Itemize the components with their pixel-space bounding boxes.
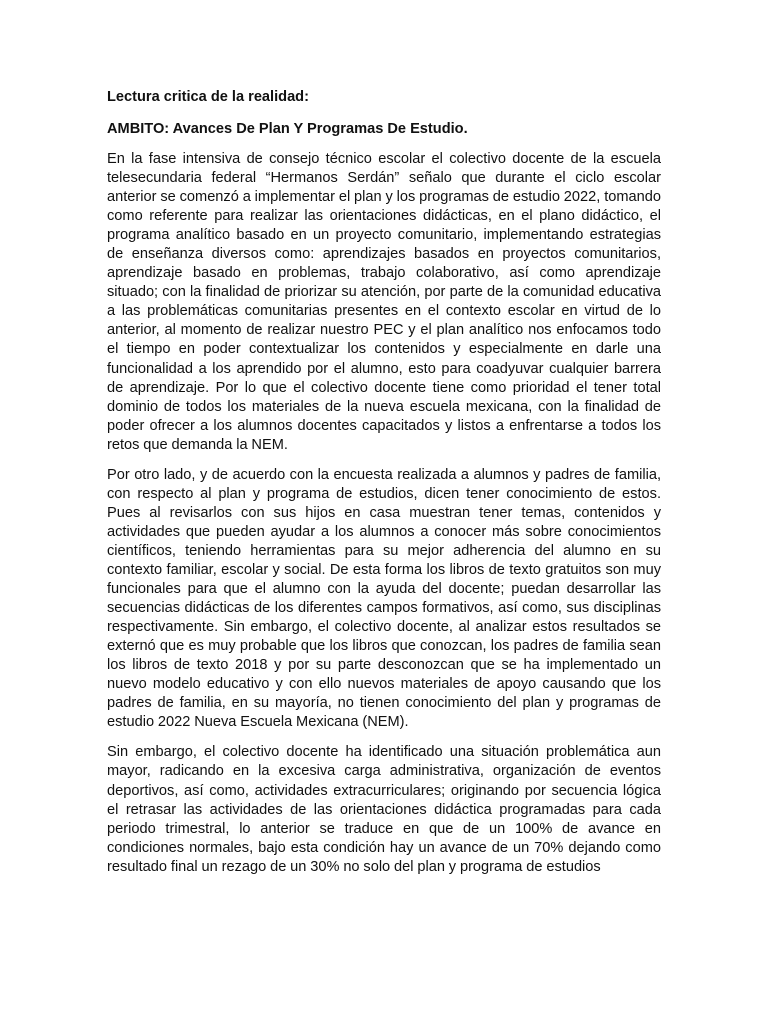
document-page [107,88,661,877]
document-subtitle: AMBITO: Avances De Plan Y Programas De Estudio. [107,121,468,137]
paragraph-3: Sin embargo, el colectivo docente ha identificado una situación problemática aun mayor, radicando en la excesiva carga administrativa, organización de eventos deportivos, así como, actividades extracurriculares; originando por secuencia lógica el retrasar las actividades de las orientaciones didáctica programadas para cada periodo trimestral, lo anterior se traduce en que de un 100% de avance en condiciones normales, bajo esta condición hay un avance de un 70% dejando como resultado final un rezago de un 30% no solo del plan y programa de estudios [107,744,661,875]
document-title: Lectura critica de la realidad: [107,89,309,105]
paragraph-3-clip [107,743,661,877]
paragraph-1: En la fase intensiva de consejo técnico escolar el colectivo docente de la escuela telesecundaria federal “Hermanos Serdán” señalo que durante el ciclo escolar anterior se comenzó a implementar el plan y los programas de estudio 2022, tomando como referente para realizar las orientaciones didácticas, en el plano didáctico, el programa analítico basado en un proyecto comunitario, implementando estrategias de enseñanza diversos como: aprendizajes basados en proyectos comunitarios, aprendizaje basado en problemas, trabajo colaborativo, así como aprendizaje situado; con la finalidad de priorizar su atención, por parte de la comunidad educativa a las problemáticas comunitarias presentes en el contexto escolar en virtud de lo anterior, al momento de realizar nuestro PEC y el plan analítico nos enfocamos todo el tiempo en poder contextualizar los contenidos y especialmente en darle una funcionalidad a los aprendido por el alumno, esto para coadyuvar cualquier barrera de aprendizaje. Por lo que el colectivo docente tiene como prioridad el tener total dominio de todos los materiales de la nueva escuela mexicana, con la finalidad de poder ofrecer a los alumnos docentes capacitados y listos a enfrentarse a todos los retos que demanda la NEM. [107,151,661,453]
paragraph-2: Por otro lado, y de acuerdo con la encuesta realizada a alumnos y padres de familia, con respecto al plan y programa de estudios, dicen tener conocimiento de estos. Pues al revisarlos con sus hijos en casa muestran tener temas, contenidos y actividades que pueden ayudar a los alumnos a conocer más sobre conocimientos científicos, teniendo herramientas para su mejor adherencia del alumno en su contexto familiar, escolar y social. De esta forma los libros de texto gratuitos son muy funcionales para que el alumno con la ayuda del docente; puedan desarrollar las secuencias didácticas de los diferentes campos formativos, así como, sus disciplinas respectivamente. Sin embargo, el colectivo docente, al analizar estos resultados se externó que es muy probable que los libros que conozcan, los padres de familia sean los libros de texto 2018 y por su parte desconozcan que se ha implementado un nuevo modelo educativo y con ello nuevos materiales de apoyo causando que los padres de familia, en su mayoría, no tienen conocimiento del plan y programas de estudio 2022 Nueva Escuela Mexicana (NEM). [107,466,661,731]
